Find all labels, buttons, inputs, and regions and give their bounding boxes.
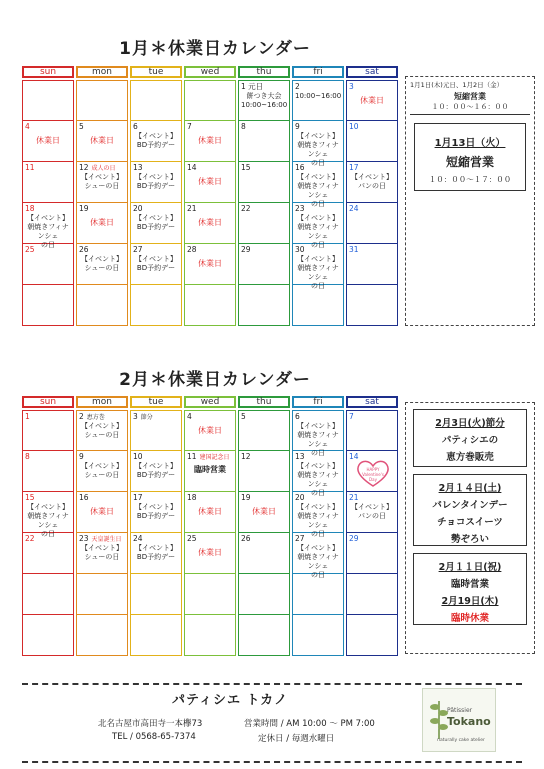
event-note: 【イベント】 BD予約デー [135,255,177,272]
day-cell [76,203,128,244]
header-sat: sat [346,66,398,78]
feb-box3-line3: 2月19日(木) [441,596,499,607]
jan-side-box [414,123,526,191]
day-number: 5 [241,412,246,421]
day-cell [22,121,74,162]
day-number: 29 [241,245,251,254]
logo-top-text: Pâtissier [447,707,473,714]
day-cell [130,80,182,121]
day-cell [238,533,290,574]
event-note: 【イベント】 パンの日 [351,503,393,520]
day-number: 6 [133,122,138,131]
day-cell [76,615,128,656]
day-cell [130,533,182,574]
event-note: 【イベント】 シューの日 [81,462,123,479]
day-number: 20 [133,204,143,213]
day-number: 12 [241,452,251,461]
day-cell [22,615,74,656]
logo-main-text: Tokano [447,715,491,728]
day-cell [346,162,398,203]
day-cell [184,574,236,615]
day-cell [184,203,236,244]
day-cell [292,162,344,208]
event-note: 【イベント】 朝焼きフィナンシェ の日 [297,255,339,290]
day-cell [184,410,236,451]
jan-side-panel [405,76,535,326]
day-cell [238,574,290,615]
day-number: 28 [187,245,197,254]
day-number: 3 [133,412,138,421]
day-number: 6 [295,412,300,421]
day-cell [292,285,344,326]
day-number: 16 [79,493,89,502]
jan-side-top-time: １０：００～１６：００ [431,103,509,111]
event-note: 【イベント】 朝焼きフィナンシェ の日 [297,462,339,497]
day-number: 14 [349,452,359,461]
day-number: 7 [349,412,354,421]
feb-box2-line4: 勢ぞろい [450,534,489,545]
header-sun: sun [22,396,74,408]
day-number: 10 [349,122,359,131]
day-cell [130,244,182,285]
shop-logo [422,688,496,752]
feb-side-box-3 [413,553,527,625]
closed-label: 休業日 [36,136,60,145]
day-number: 15 [241,163,251,172]
day-cell [184,121,236,162]
header-sun: sun [22,66,74,78]
day-number: 4 [187,412,192,421]
event-note: 【イベント】 朝焼きフィナンシェ の日 [297,422,339,457]
header-wed: wed [184,66,236,78]
day-number: 1 元日 [241,82,264,91]
jan-side-box-time: １０：００～１７：００ [428,175,512,184]
holiday-label: 天皇誕生日 [91,536,122,543]
day-number: 26 [79,245,89,254]
closed-label: 休業日 [198,136,222,145]
closed-label: 休業日 [198,259,222,268]
jan-side-top-title: 短縮営業 [454,92,486,101]
day-cell [22,203,74,249]
day-cell [292,244,344,290]
day-cell [238,410,290,451]
event-note: 【イベント】 朝焼きフィナンシェ の日 [297,503,339,538]
shop-hours: 営業時間 / AM 10:00 ～ PM 7:00 [244,719,375,729]
day-cell [346,492,398,533]
day-number: 23 [295,204,305,213]
valentine-heart-icon [355,459,391,487]
event-note: 【イベント】 朝焼きフィナンシェ の日 [297,173,339,208]
day-number: 15 [25,493,35,502]
closed-label: 休業日 [198,218,222,227]
jan-side-box-title: 短縮営業 [445,155,494,169]
day-cell [292,80,344,121]
day-number: 10 [133,452,143,461]
valentine-text: HAPPY Valentine's Day [362,467,384,482]
event-note: 【イベント】 シューの日 [81,544,123,561]
jan-side-box-date: 1月13日（火） [434,138,506,149]
feb-box3-line1: 2月１１日(祝) [438,562,502,573]
feb-box2-line1: 2月１４日(土) [438,483,502,494]
header-thu: thu [238,66,290,78]
day-cell [346,244,398,285]
header-mon: mon [76,396,128,408]
day-cell [184,533,236,574]
day-cell [130,492,182,533]
day-cell [292,492,344,538]
day-cell [130,203,182,244]
event-note: 【イベント】 BD予約デー [135,462,177,479]
feb-box3-line2: 臨時営業 [450,579,489,590]
day-cell [76,533,128,574]
closed-label: 休業日 [252,507,276,516]
day-cell [346,285,398,326]
feb-box1-line3: 恵方巻販売 [446,452,494,463]
shop-address: 北名古屋市高田寺一本欅73 [98,719,203,729]
day-cell [346,574,398,615]
day-number: 7 [187,122,192,131]
event-note: 【イベント】 シューの日 [81,422,123,439]
holiday-label: 成人の日 [91,165,116,172]
day-cell [346,451,398,492]
day-cell [22,162,74,203]
holiday-label: 恵方巻 [86,414,105,421]
feb-box1-line2: パティシエの [441,435,499,446]
day-cell [238,451,290,492]
event-note: 【イベント】 朝焼きフィナンシェ の日 [27,214,69,249]
day-number: 18 [187,493,197,502]
feb-box1-line1: 2月3日(火)節分 [435,418,505,429]
day-number: 29 [349,534,359,543]
day-cell [130,574,182,615]
shop-tel: TEL / 0568-65-7374 [112,732,196,742]
header-tue: tue [130,66,182,78]
day-number: 5 [79,122,84,131]
day-number: 24 [349,204,359,213]
day-cell [76,574,128,615]
day-number: 13 [295,452,305,461]
day-cell [238,285,290,326]
feb-side-box-1 [413,409,527,467]
day-cell [184,162,236,203]
day-cell [76,162,128,203]
event-note: 【イベント】 BD予約デー [135,214,177,231]
day-number: 14 [187,163,197,172]
day-number: 27 [133,245,143,254]
footer [22,683,522,744]
day-cell [22,244,74,285]
day-cell [22,492,74,538]
day-cell [22,80,74,121]
day-cell [22,285,74,326]
event-note: 【イベント】 パンの日 [351,173,393,190]
day-cell [130,285,182,326]
event-note: 10:00~16:00 [295,92,342,100]
day-cell [184,285,236,326]
day-cell [130,451,182,492]
event-note: 【イベント】 BD予約デー [135,173,177,190]
day-number: 31 [349,245,359,254]
event-note: 【イベント】 BD予約デー [135,544,177,561]
day-cell [22,574,74,615]
day-number: 18 [25,204,35,213]
day-cell [346,80,398,121]
closed-label: 休業日 [198,548,222,557]
feb-side-box-2 [413,474,527,546]
header-fri: fri [292,66,344,78]
day-cell [238,492,290,533]
day-cell [184,80,236,121]
day-number: 26 [241,534,251,543]
event-note: 【イベント】 朝焼きフィナンシェ の日 [297,214,339,249]
event-note: 【イベント】 朝焼きフィナンシェ の日 [297,544,339,579]
event-note: 【イベント】 BD予約デー [135,132,177,149]
closed-label: 休業日 [198,507,222,516]
day-cell [130,162,182,203]
closed-label: 休業日 [90,507,114,516]
day-number: 20 [295,493,305,502]
day-cell [238,80,290,121]
header-thu: thu [238,396,290,408]
day-number: 25 [25,245,35,254]
day-cell [238,615,290,656]
day-number: 11 [187,452,197,461]
closed-label: 休業日 [90,136,114,145]
day-cell [76,410,128,451]
day-number: 16 [295,163,305,172]
day-cell [346,615,398,656]
header-tue: tue [130,396,182,408]
closed-label: 休業日 [198,177,222,186]
jan-side-top-line: 1月1日(木)元日、1月2日（金） [410,81,504,89]
holiday-label: 建国記念日 [199,454,230,461]
day-cell [130,615,182,656]
closed-label: 休業日 [90,218,114,227]
day-number: 27 [295,534,305,543]
day-number: 22 [25,534,35,543]
day-cell [346,203,398,244]
day-number: 8 [241,122,246,131]
day-number: 19 [241,493,251,502]
event-note: 【イベント】 朝焼きフィナンシェ の日 [297,132,339,167]
day-number: 9 [295,122,300,131]
closed-label: 休業日 [360,96,384,105]
day-cell [76,80,128,121]
jan-side-top [410,80,530,115]
day-cell [292,203,344,249]
day-cell [76,492,128,533]
day-cell [76,244,128,285]
day-cell [292,615,344,656]
day-cell [292,451,344,497]
feb-box2-line2: バレンタインデー [432,500,508,511]
day-number: 22 [241,204,251,213]
day-number: 12 [79,163,89,172]
day-cell [130,121,182,162]
day-number: 2 [295,82,300,91]
shop-name: パティシエ トカノ [172,693,289,708]
closed-label: 休業日 [198,426,222,435]
day-number: 21 [349,493,359,502]
header-wed: wed [184,396,236,408]
day-number: 11 [25,163,35,172]
day-number: 21 [187,204,197,213]
day-number: 25 [187,534,197,543]
day-cell [130,410,182,451]
day-cell [22,533,74,574]
day-cell [76,121,128,162]
day-number: 17 [349,163,359,172]
day-cell [238,162,290,203]
event-note: 【イベント】 シューの日 [81,173,123,190]
day-cell [292,574,344,615]
day-cell [22,451,74,492]
day-cell [292,533,344,579]
header-sat: sat [346,396,398,408]
day-cell [76,285,128,326]
event-note: 臨時営業 [194,465,226,474]
day-number: 4 [25,122,30,131]
day-number: 1 [25,412,30,421]
day-number: 30 [295,245,305,254]
event-note: 餅つき大会 10:00~16:00 [241,92,288,109]
day-cell [346,533,398,574]
day-cell [238,244,290,285]
day-number: 24 [133,534,143,543]
day-number: 23 [79,534,89,543]
day-number: 13 [133,163,143,172]
feb-box3-line4: 臨時休業 [450,613,489,624]
day-cell [184,451,236,492]
day-cell [346,410,398,451]
day-number: 9 [79,452,84,461]
day-cell [292,121,344,167]
feb-box2-line3: チョコスイーツ [437,517,503,528]
feb-side-panel [405,402,535,654]
jan-title: 1月＊休業日カレンダー [119,39,311,59]
day-number: 2 [79,412,84,421]
header-mon: mon [76,66,128,78]
header-fri: fri [292,396,344,408]
event-note: 【イベント】 シューの日 [81,255,123,272]
logo-leaf-icon [429,695,449,739]
day-number: 19 [79,204,89,213]
day-cell [22,410,74,451]
logo-sub-text: naturally cake atelier [437,738,485,743]
day-number: 3 [349,82,354,91]
day-cell [238,121,290,162]
day-number: 8 [25,452,30,461]
footer-bottom-divider [22,761,522,763]
footer-top-divider [22,683,522,685]
holiday-label: 節分 [140,414,153,421]
day-number: 17 [133,493,143,502]
event-note: 【イベント】 朝焼きフィナンシェ の日 [27,503,69,538]
event-note: 【イベント】 BD予約デー [135,503,177,520]
day-cell [238,203,290,244]
day-cell [76,451,128,492]
day-cell [184,492,236,533]
shop-closed: 定休日 / 毎週水曜日 [258,734,335,744]
feb-title: 2月＊休業日カレンダー [119,370,311,390]
day-cell [346,121,398,162]
day-cell [184,244,236,285]
day-cell [184,615,236,656]
